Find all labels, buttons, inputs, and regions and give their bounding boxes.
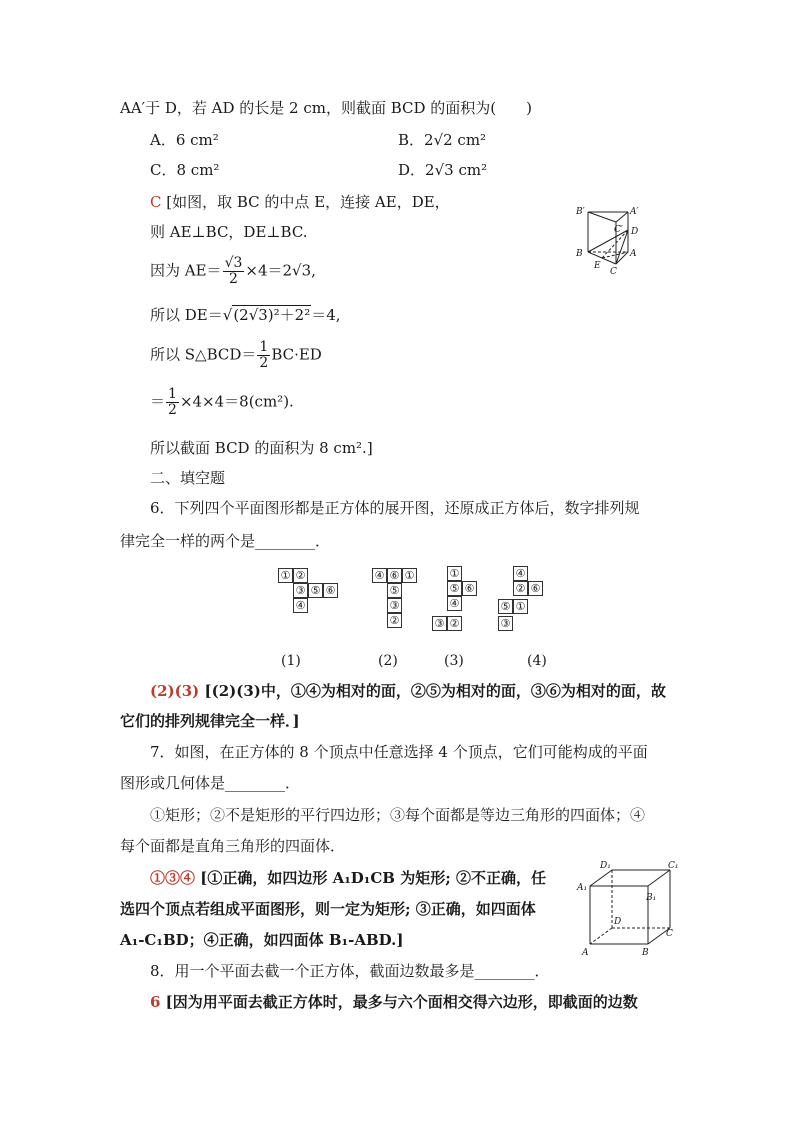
net-cell: ④: [293, 598, 308, 613]
q7-answer-key: ①③④: [150, 869, 196, 887]
q7-line-2: 图形或几何体是________．: [120, 774, 301, 792]
label-D: D: [614, 917, 622, 927]
net-cell: ②: [513, 581, 528, 596]
label-A: A: [582, 948, 589, 958]
net-cell: ③: [387, 598, 402, 613]
q6-line-2: 律完全一样的两个是________．: [120, 532, 331, 550]
net-cell: ⑤: [308, 583, 323, 598]
prism-figure: [574, 200, 654, 280]
q6-line-1: 6．下列四个平面图形都是正方体的展开图，还原成正方体后，数字排列规: [150, 499, 640, 517]
net-cell: ④: [372, 568, 387, 583]
q8-answer-line-1: 6 [因为用平面去截正方体时，最多与六个面相交得六边形，即截面的边数: [150, 993, 638, 1011]
net-cell: ⑥: [462, 581, 477, 596]
q5-answer-letter: C: [150, 193, 162, 211]
net-caption-4: (4): [527, 653, 547, 669]
q7-line-4: 每个面都是直角三角形的四面体．: [120, 837, 346, 855]
label-D1: D₁: [600, 861, 611, 871]
label-E: E: [594, 261, 601, 271]
label-C: C: [610, 267, 617, 277]
q6-answer-line-2: 它们的排列规律完全一样．]: [120, 712, 300, 730]
net-cell: ②: [387, 613, 402, 628]
q8-line-1: 8．用一个平面去截一个正方体，截面边数最多是________．: [150, 962, 550, 980]
net-caption-1: (1): [281, 653, 301, 669]
q5-option-a: A．6 cm²: [150, 131, 219, 149]
label-B1: B₁: [646, 893, 657, 903]
fraction-1-over-2: $\frac{1}{2}$: [168, 386, 177, 418]
net-caption-2: (2): [378, 653, 398, 669]
net-cell: ③: [498, 616, 513, 631]
net-cell: ①: [278, 568, 293, 583]
net-cell: ⑤: [387, 583, 402, 598]
label-A: A: [630, 249, 637, 259]
fraction-sqrt3-over-2: $\frac{√3}{2}$: [224, 255, 243, 287]
q5-option-d: D．2√3 cm²: [398, 161, 488, 179]
q5-option-b: B．2√2 cm²: [398, 131, 487, 149]
net-cell: ⑤: [498, 599, 513, 614]
net-cell: ①: [402, 568, 417, 583]
q6-answer-key: (2)(3): [150, 682, 200, 700]
label-C-prime: C′: [614, 225, 623, 235]
q5-answer-line-1: [150, 192, 450, 212]
net-cell: ①: [513, 599, 528, 614]
q5-stem-line: AA′于 D，若 AD 的长是 2 cm，则截面 BCD 的面积为( ): [120, 99, 533, 117]
net-cell: ③: [432, 616, 447, 631]
label-A1: A₁: [577, 883, 588, 893]
label-A-prime: A′: [630, 207, 639, 217]
q5-answer-line-2: 则 AE⊥BC，DE⊥BC.: [150, 223, 308, 241]
q7-answer-line-1: ①③④ [①正确，如四边形 A₁D₁CB 为矩形; ②不正确，任: [150, 869, 546, 887]
net-cell: ②: [293, 568, 308, 583]
label-D: D: [631, 227, 639, 237]
q5-answer-line-4: 所以 DE＝√(2√3)²＋2²＝4,: [150, 306, 341, 324]
net-cell: ②: [447, 616, 462, 631]
q5-answer-line-6: ＝ $\frac{1}{2}$ ×4×4＝8(cm²).: [150, 386, 294, 418]
net-cell: ⑥: [528, 581, 543, 596]
net-cell: ⑥: [387, 568, 402, 583]
net-cell: ③: [293, 583, 308, 598]
net-cell: ④: [447, 596, 462, 611]
q5-answer-line-5: 所以 S△BCD＝ $\frac{1}{2}$ BC·ED: [150, 339, 322, 371]
label-C: C: [666, 929, 673, 939]
q8-answer-key: 6: [150, 993, 161, 1011]
q5-answer-text: [如图，取 BC 的中点 E，连接 AE，DE，: [166, 193, 450, 211]
q7-line-1: 7．如图，在正方体的 8 个顶点中任意选择 4 个顶点，它们可能构成的平面: [150, 743, 648, 761]
net-cell: ⑥: [323, 583, 338, 598]
label-B: B: [642, 948, 649, 958]
label-C1: C₁: [668, 861, 679, 871]
net-cell: ①: [447, 566, 462, 581]
q5-answer-line-3: 因为 AE＝ $\frac{√3}{2}$ ×4＝2√3,: [150, 255, 316, 287]
label-B: B: [576, 249, 583, 259]
q7-answer-line-3: A₁-C₁BD；④正确，如四面体 B₁-ABD.]: [120, 931, 404, 949]
net-caption-3: (3): [444, 653, 464, 669]
q5-answer-line-7: 所以截面 BCD 的面积为 8 cm².]: [150, 439, 373, 457]
q6-answer-line-1: (2)(3) [(2)(3)中，①④为相对的面，②⑤为相对的面，③⑥为相对的面，故: [150, 682, 666, 700]
net-cell: ⑤: [447, 581, 462, 596]
q7-answer-line-2: 选四个顶点若组成平面图形，则一定为矩形; ③正确，如四面体: [120, 900, 536, 918]
net-cell: ④: [513, 566, 528, 581]
q7-line-3: ①矩形；②不是矩形的平行四边形；③每个面都是等边三角形的四面体；④: [150, 806, 646, 824]
cube-figure: [576, 858, 680, 958]
q5-option-c: C．8 cm²: [150, 161, 220, 179]
fraction-1-over-2: $\frac{1}{2}$: [259, 339, 269, 371]
label-B-prime: B′: [576, 207, 585, 217]
section-title: 二、填空题: [150, 469, 226, 487]
